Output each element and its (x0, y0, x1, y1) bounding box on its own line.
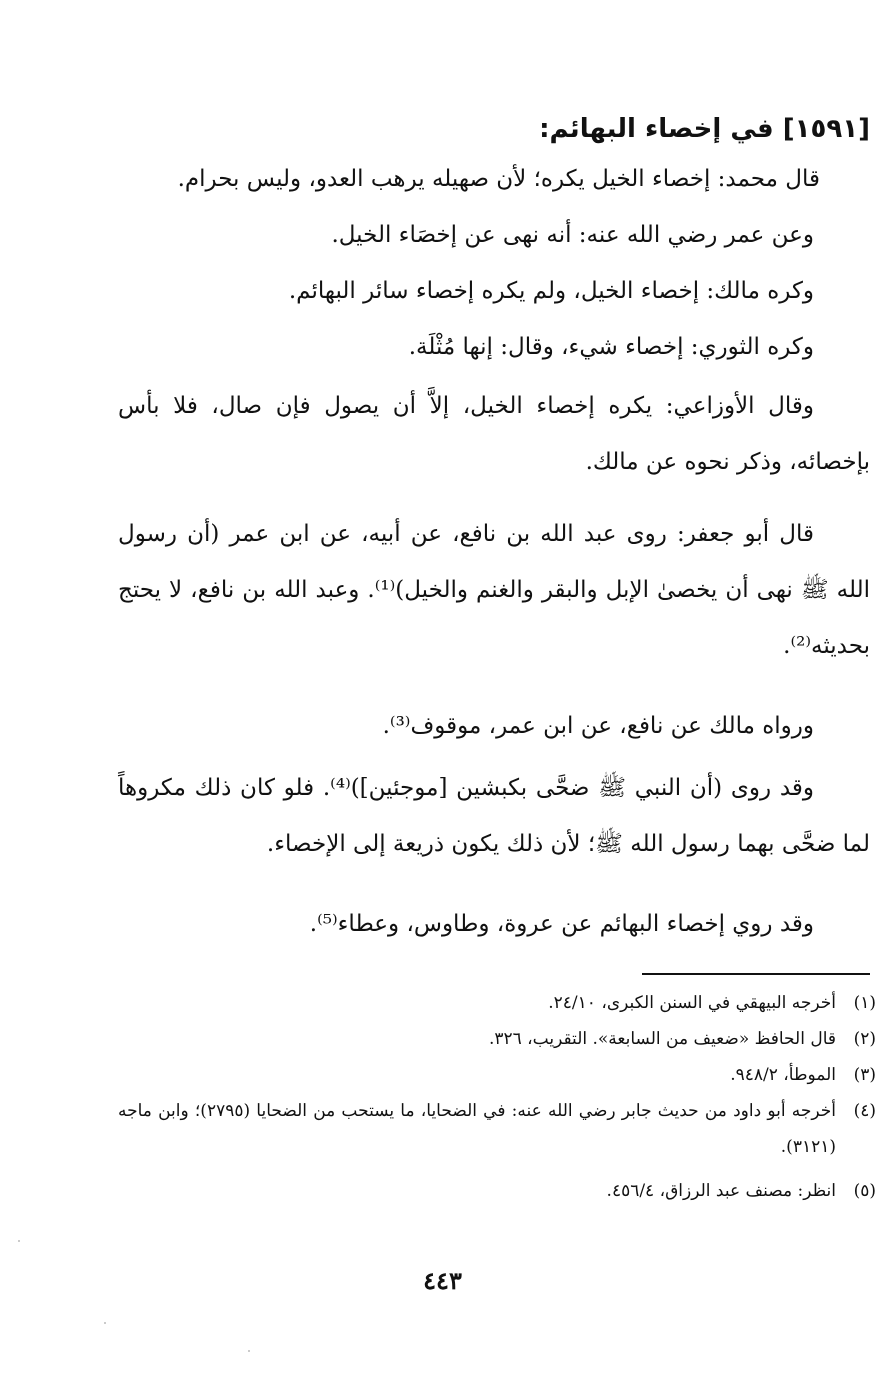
paragraph-abu-jafar: قال أبو جعفر: روى عبد الله بن نافع، عن أبيه، عن ابن عمر (أن رسول الله ﷺ نهى أن يخصىٰ الإبل والبقر والغنم والخيل)⁽¹⁾. وعبد الله بن نافع، لا يحتج بحديثه⁽²⁾. (118, 521, 870, 659)
section-title: في إخصاء البهائم: (539, 114, 774, 144)
section-number: [١٥٩١] (782, 114, 870, 144)
scan-speck (248, 1350, 250, 1352)
main-text (118, 104, 870, 952)
footnote-text: أخرجه البيهقي في السنن الكبرى، ٢٤/١٠. (548, 993, 836, 1013)
paragraph-urwa-tawus: وقد روي إخصاء البهائم عن عروة، وطاوس، وعطاء⁽⁵⁾. (309, 911, 814, 937)
paragraph-malik: وكره مالك: إخصاء الخيل، ولم يكره إخصاء سائر البهائم. (288, 278, 814, 304)
footnote-separator (642, 973, 870, 975)
section-heading (118, 104, 870, 154)
footnote-number: (٥) (853, 1181, 876, 1201)
paragraph-umar: وعن عمر رضي الله عنه: أنه نهى عن إخصَاء الخيل. (331, 222, 814, 248)
footnote-item (118, 1021, 876, 1057)
footnote-number: (١) (853, 993, 876, 1013)
paragraph-prophet-sacrifice: وقد روى (أن النبي ﷺ ضحَّى بكبشين [موجئين])⁽⁴⁾. فلو كان ذلك مكروهاً لما ضحَّى بهما رسول الله ﷺ؛ لأن ذلك يكون ذريعة إلى الإخصاء. (118, 775, 870, 857)
footnote-number: (٢) (853, 1029, 876, 1049)
footnote-text: أخرجه أبو داود من حديث جابر رضي الله عنه: في الضحايا، ما يستحب من الضحايا (٢٧٩٥)؛ وابن ماجه (٣١٢١). (118, 1101, 836, 1157)
paragraph-awzai: وقال الأوزاعي: يكره إخصاء الخيل، إلاَّ أن يصول فإن صال، فلا بأس بإخصائه، وذكر نحوه عن مالك. (118, 393, 870, 475)
footnotes (118, 985, 876, 1209)
footnote-text: الموطأ، ٩٤٨/٢. (730, 1065, 836, 1085)
footnote-text: انظر: مصنف عبد الرزاق، ٤٥٦/٤. (606, 1181, 836, 1201)
footnote-item (118, 1093, 876, 1165)
scan-speck (104, 1322, 106, 1324)
footnote-number: (٤) (853, 1101, 876, 1121)
paragraph-thawri: وكره الثوري: إخصاء شيء، وقال: إنها مُثْلَة. (408, 334, 814, 360)
footnote-item (118, 1057, 876, 1093)
footnote-item (118, 1173, 876, 1209)
footnote-text: قال الحافظ «ضعيف من السابعة». التقريب، ٣٢٦. (488, 1029, 836, 1049)
page-number: ٤٤٣ (423, 1266, 462, 1295)
scan-speck (18, 1240, 20, 1242)
footnote-item (118, 985, 876, 1021)
paragraph-malik-narration: ورواه مالك عن نافع، عن ابن عمر، موقوف⁽³⁾. (382, 713, 814, 739)
paragraph-muhammad: قال محمد: إخصاء الخيل يكره؛ لأن صهيله يرهب العدو، وليس بحرام. (177, 166, 820, 192)
footnote-number: (٣) (853, 1065, 876, 1085)
